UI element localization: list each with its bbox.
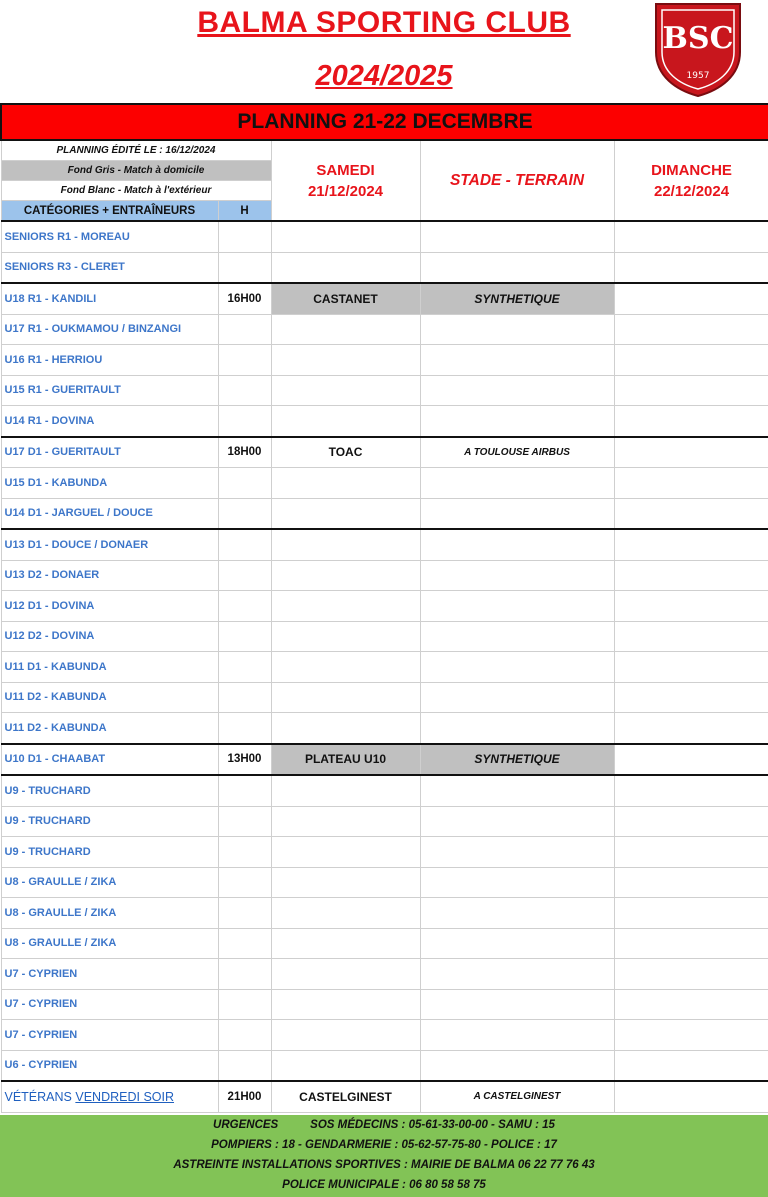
row-stadium [420,1020,614,1051]
row-opponent [271,806,420,837]
row-opponent [271,406,420,437]
row-category: U11 D1 - KABUNDA [1,652,218,683]
row-category: U8 - GRAULLE / ZIKA [1,928,218,959]
row-stadium [420,375,614,406]
row-stadium: SYNTHETIQUE [420,744,614,776]
table-row [1,498,768,529]
row-opponent: CASTANET [271,283,420,314]
row-hour [218,1050,271,1081]
row-hour [218,221,271,252]
table-row [1,867,768,898]
row-category: U15 D1 - KABUNDA [1,468,218,499]
table-row [1,283,768,314]
row-opponent [271,221,420,252]
row-sunday [614,221,768,252]
row-sunday [614,652,768,683]
legend-away: Fond Blanc - Match à l'extérieur [1,181,271,201]
row-stadium [420,1050,614,1081]
row-hour [218,682,271,713]
row-opponent [271,898,420,929]
table-row [1,621,768,652]
veterans-sunday [614,1081,768,1112]
row-sunday [614,345,768,376]
row-category: U9 - TRUCHARD [1,775,218,806]
row-hour [218,529,271,560]
row-category: U9 - TRUCHARD [1,806,218,837]
table-row [1,989,768,1020]
emergency-footer [0,1115,768,1197]
row-stadium [420,682,614,713]
row-sunday [614,621,768,652]
row-stadium [420,806,614,837]
table-row [1,713,768,744]
row-category: U17 R1 - OUKMAMOU / BINZANGI [1,314,218,345]
row-opponent [271,498,420,529]
row-opponent [271,867,420,898]
row-hour [218,928,271,959]
table-row [1,898,768,929]
row-sunday [614,406,768,437]
row-sunday [614,898,768,929]
planning-banner: PLANNING 21-22 DECEMBRE [1,104,768,140]
row-hour [218,806,271,837]
row-stadium [420,406,614,437]
table-row [1,406,768,437]
row-sunday [614,1020,768,1051]
row-sunday [614,682,768,713]
row-stadium [420,560,614,591]
row-hour [218,468,271,499]
row-hour [218,652,271,683]
sunday-header [614,140,768,221]
table-row [1,560,768,591]
row-stadium [420,345,614,376]
table-row [1,928,768,959]
row-category: U14 D1 - JARGUEL / DOUCE [1,498,218,529]
row-stadium [420,837,614,868]
sunday-date: 22/12/2024 [653,182,730,200]
row-category: U15 R1 - GUERITAULT [1,375,218,406]
row-stadium [420,989,614,1020]
saturday-date: 21/12/2024 [307,182,384,200]
row-hour [218,713,271,744]
row-stadium [420,591,614,622]
table-row [1,468,768,499]
row-sunday [614,989,768,1020]
row-sunday [614,283,768,314]
row-sunday [614,744,768,776]
row-hour [218,959,271,990]
row-opponent [271,959,420,990]
row-category: U7 - CYPRIEN [1,1020,218,1051]
row-sunday [614,959,768,990]
row-stadium [420,621,614,652]
row-category: U12 D1 - DOVINA [1,591,218,622]
row-stadium [420,252,614,283]
row-sunday [614,1050,768,1081]
row-opponent [271,989,420,1020]
row-hour [218,1020,271,1051]
row-sunday [614,867,768,898]
club-name: BALMA SPORTING CLUB [197,6,571,39]
row-category: U17 D1 - GUERITAULT [1,437,218,468]
row-hour [218,406,271,437]
row-hour [218,498,271,529]
row-hour [218,314,271,345]
row-stadium [420,468,614,499]
row-stadium [420,498,614,529]
row-sunday [614,806,768,837]
row-category: U9 - TRUCHARD [1,837,218,868]
row-hour: 18H00 [218,437,271,468]
saturday-header [271,140,420,221]
row-hour [218,989,271,1020]
row-hour [218,867,271,898]
row-stadium [420,775,614,806]
footer-line-municipal: POLICE MUNICIPALE : 06 80 58 58 75 [282,1179,486,1191]
table-row [1,1020,768,1051]
row-stadium [420,959,614,990]
document-header [0,0,768,103]
table-row [1,437,768,468]
row-sunday [614,591,768,622]
row-hour [218,252,271,283]
row-stadium [420,221,614,252]
table-row [1,806,768,837]
row-opponent: PLATEAU U10 [271,744,420,776]
row-opponent [271,591,420,622]
season-title: 2024/2025 [315,60,453,92]
row-hour [218,837,271,868]
row-sunday [614,837,768,868]
veterans-hour: 21H00 [218,1081,271,1112]
row-category: U7 - CYPRIEN [1,959,218,990]
table-row [1,529,768,560]
row-hour [218,345,271,376]
row-stadium: A TOULOUSE AIRBUS [420,437,614,468]
club-logo [650,0,746,98]
row-category: U8 - GRAULLE / ZIKA [1,867,218,898]
row-category: U6 - CYPRIEN [1,1050,218,1081]
row-opponent [271,682,420,713]
row-sunday [614,252,768,283]
table-row [1,314,768,345]
row-opponent [271,1050,420,1081]
row-sunday [614,529,768,560]
table-row [1,591,768,622]
table-row [1,345,768,376]
table-row [1,959,768,990]
table-row [1,375,768,406]
table-row [1,221,768,252]
veterans-category [1,1081,218,1112]
row-opponent [271,775,420,806]
row-category: SENIORS R3 - CLERET [1,252,218,283]
row-sunday [614,928,768,959]
row-category: U8 - GRAULLE / ZIKA [1,898,218,929]
row-opponent [271,621,420,652]
row-category: U10 D1 - CHAABAT [1,744,218,776]
row-category: U14 R1 - DOVINA [1,406,218,437]
row-opponent [271,837,420,868]
row-category: U13 D1 - DOUCE / DONAER [1,529,218,560]
row-category: SENIORS R1 - MOREAU [1,221,218,252]
footer-line-emergency: URGENCES SOS MÉDECINS : 05-61-33-00-00 - SAMU : 15 [213,1119,555,1131]
svg-text:BSC: BSC [662,21,734,56]
column-hour: H [218,201,271,222]
saturday-label: SAMEDI [316,161,375,179]
row-opponent [271,345,420,376]
row-opponent [271,713,420,744]
column-categories: CATÉGORIES + ENTRAÎNEURS [1,201,218,222]
row-sunday [614,713,768,744]
row-stadium [420,867,614,898]
footer-line-facilities: ASTREINTE INSTALLATIONS SPORTIVES : MAIRIE DE BALMA 06 22 77 76 43 [173,1159,595,1171]
row-hour [218,591,271,622]
row-category: U12 D2 - DOVINA [1,621,218,652]
row-sunday [614,775,768,806]
row-hour [218,775,271,806]
row-stadium [420,928,614,959]
row-opponent: TOAC [271,437,420,468]
veterans-opponent: CASTELGINEST [271,1081,420,1112]
row-stadium: SYNTHETIQUE [420,283,614,314]
row-hour [218,375,271,406]
table-row [1,775,768,806]
footer-line-police: POMPIERS : 18 - GENDARMERIE : 05-62-57-75-80 - POLICE : 17 [211,1139,557,1151]
veterans-label: VÉTÉRANS [4,1089,72,1104]
veterans-day-link[interactable]: VENDREDI SOIR [75,1089,175,1104]
row-hour [218,621,271,652]
stadium-header: STADE - TERRAIN [420,140,614,221]
row-hour: 16H00 [218,283,271,314]
row-stadium [420,529,614,560]
table-row-veterans [1,1081,768,1112]
row-opponent [271,252,420,283]
row-category: U16 R1 - HERRIOU [1,345,218,376]
row-category: U18 R1 - KANDILI [1,283,218,314]
row-opponent [271,314,420,345]
row-hour: 13H00 [218,744,271,776]
row-opponent [271,1020,420,1051]
table-row [1,652,768,683]
row-hour [218,898,271,929]
row-stadium [420,652,614,683]
svg-text:1957: 1957 [686,71,710,81]
row-category: U11 D2 - KABUNDA [1,713,218,744]
table-row [1,744,768,776]
edited-date: PLANNING ÉDITÉ LE : 16/12/2024 [1,140,271,161]
table-row [1,837,768,868]
sunday-label: DIMANCHE [651,161,732,179]
row-sunday [614,375,768,406]
row-stadium [420,898,614,929]
row-stadium [420,713,614,744]
row-sunday [614,498,768,529]
row-opponent [271,928,420,959]
row-opponent [271,375,420,406]
row-opponent [271,652,420,683]
row-sunday [614,437,768,468]
row-sunday [614,468,768,499]
legend-home: Fond Gris - Match à domicile [1,161,271,181]
row-sunday [614,314,768,345]
row-category: U13 D2 - DONAER [1,560,218,591]
planning-table [0,103,768,1113]
table-row [1,682,768,713]
table-row [1,252,768,283]
row-stadium [420,314,614,345]
veterans-stadium: A CASTELGINEST [420,1081,614,1112]
row-category: U11 D2 - KABUNDA [1,682,218,713]
row-opponent [271,560,420,591]
row-sunday [614,560,768,591]
row-opponent [271,529,420,560]
row-category: U7 - CYPRIEN [1,989,218,1020]
table-row [1,1050,768,1081]
row-hour [218,560,271,591]
row-opponent [271,468,420,499]
